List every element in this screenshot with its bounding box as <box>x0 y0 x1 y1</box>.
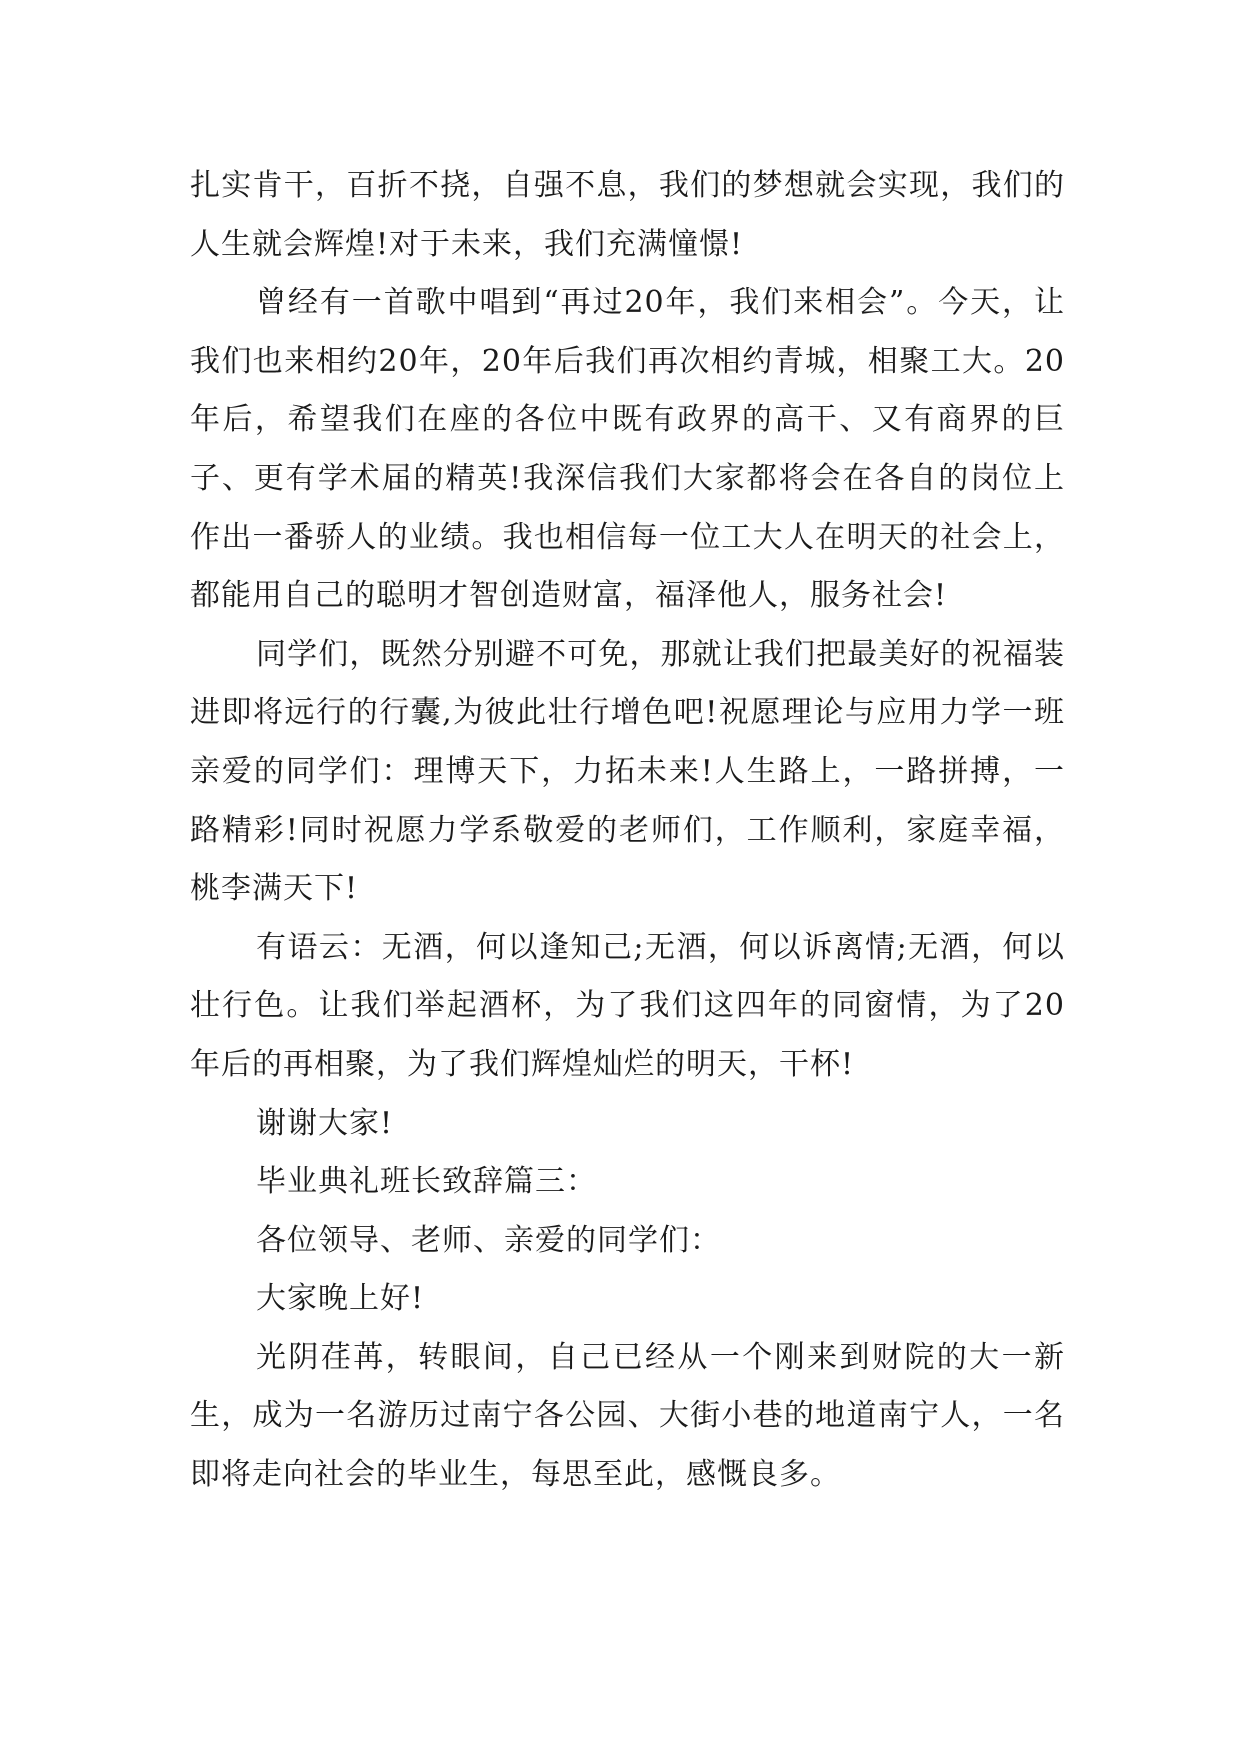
paragraph-blessing: 同学们，既然分别避不可免，那就让我们把最美好的祝福装进即将远行的行囊,为彼此壮行增色吧!祝愿理论与应用力学一班亲爱的同学们：理博天下，力拓未来!人生路上，一路拼搏，一路精彩!同时祝愿力学系敬爱的老师们，工作顺利，家庭幸福，桃李满天下! <box>190 636 1065 907</box>
salutation: 各位领导、老师、亲爱的同学们： <box>256 1222 721 1258</box>
document-body <box>190 157 1065 1505</box>
section-heading: 毕业典礼班长致辞篇三： <box>256 1164 597 1200</box>
paragraph-continuation: 扎实肯干，百折不挠，自强不息，我们的梦想就会实现，我们的人生就会辉煌!对于未来，我们充满憧憬! <box>190 168 1065 262</box>
paragraph-thanks: 谢谢大家! <box>256 1105 394 1141</box>
paragraph-reunion: 曾经有一首歌中唱到“再过20年，我们来相会”。今天，让我们也来相约20年，20年后我们再次相约青城，相聚工大。20年后，希望我们在座的各位中既有政界的高干、又有商界的巨子、更有学术届的精英!我深信我们大家都将会在各自的岗位上作出一番骄人的业绩。我也相信每一位工大人在明天的社会上，都能用自己的聪明才智创造财富，福泽他人，服务社会! <box>190 285 1065 614</box>
paragraph-opening: 光阴荏苒，转眼间，自己已经从一个刚来到财院的大一新生，成为一名游历过南宁各公园、大街小巷的地道南宁人，一名即将走向社会的毕业生，每思至此，感慨良多。 <box>190 1339 1065 1493</box>
greeting: 大家晚上好! <box>256 1281 425 1317</box>
paragraph-toast: 有语云：无酒，何以逢知己;无酒，何以诉离情;无酒，何以壮行色。让我们举起酒杯，为了我们这四年的同窗情，为了20年后的再相聚，为了我们辉煌灿烂的明天，干杯! <box>190 929 1065 1082</box>
